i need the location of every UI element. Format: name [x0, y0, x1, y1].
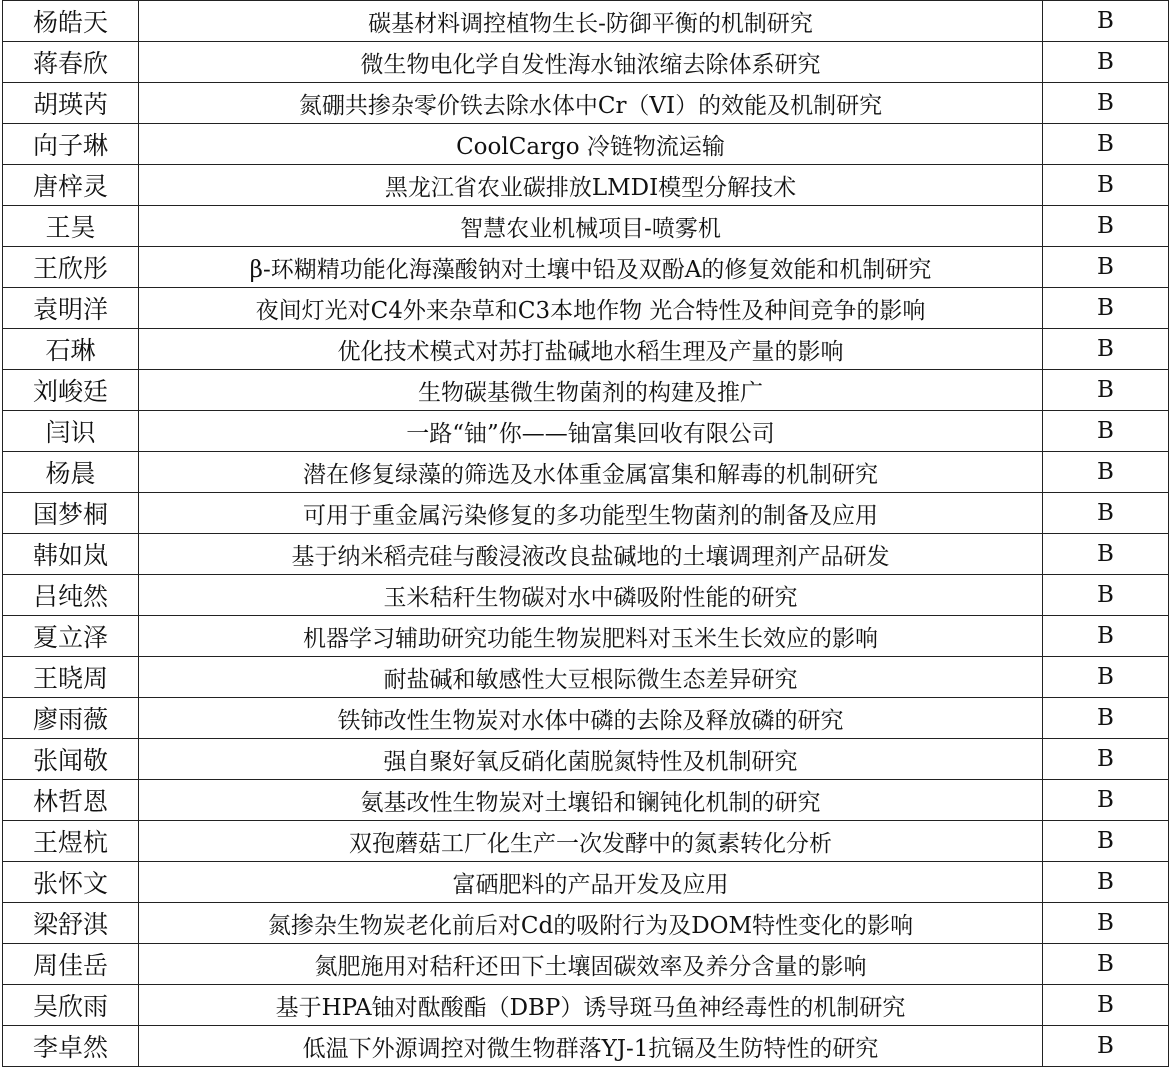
project-title: 基于HPA铀对酞酸酯（DBP）诱导斑马鱼神经毒性的机制研究 [139, 985, 1043, 1026]
project-title: 可用于重金属污染修复的多功能型生物菌剂的制备及应用 [139, 493, 1043, 534]
student-name: 周佳岳 [3, 944, 139, 985]
student-name: 国梦桐 [3, 493, 139, 534]
student-name: 石琳 [3, 329, 139, 370]
table-row [3, 411, 1169, 452]
student-name: 李卓然 [3, 1026, 139, 1067]
project-title: 生物碳基微生物菌剂的构建及推广 [139, 370, 1043, 411]
table-row [3, 739, 1169, 780]
student-name: 王晓周 [3, 657, 139, 698]
student-name: 吴欣雨 [3, 985, 139, 1026]
project-title: 氮肥施用对秸秆还田下土壤固碳效率及养分含量的影响 [139, 944, 1043, 985]
student-name: 杨皓天 [3, 1, 139, 42]
grade-cell: B [1043, 1, 1169, 42]
project-title: 机器学习辅助研究功能生物炭肥料对玉米生长效应的影响 [139, 616, 1043, 657]
table-row [3, 534, 1169, 575]
project-title: 优化技术模式对苏打盐碱地水稻生理及产量的影响 [139, 329, 1043, 370]
project-title: 夜间灯光对C4外来杂草和C3本地作物 光合特性及种间竞争的影响 [139, 288, 1043, 329]
grade-cell: B [1043, 903, 1169, 944]
table-row [3, 780, 1169, 821]
grade-cell: B [1043, 698, 1169, 739]
grade-cell: B [1043, 206, 1169, 247]
student-name: 袁明洋 [3, 288, 139, 329]
student-name: 胡瑛芮 [3, 83, 139, 124]
grade-cell: B [1043, 124, 1169, 165]
project-title: 一路“铀”你——铀富集回收有限公司 [139, 411, 1043, 452]
table-row [3, 206, 1169, 247]
student-name: 王煜杭 [3, 821, 139, 862]
project-title: 氨基改性生物炭对土壤铅和镧钝化机制的研究 [139, 780, 1043, 821]
project-title: 强自聚好氧反硝化菌脱氮特性及机制研究 [139, 739, 1043, 780]
grade-cell: B [1043, 493, 1169, 534]
table-row [3, 247, 1169, 288]
table-row [3, 862, 1169, 903]
project-title: 富硒肥料的产品开发及应用 [139, 862, 1043, 903]
grade-cell: B [1043, 780, 1169, 821]
grade-cell: B [1043, 247, 1169, 288]
project-title: 玉米秸秆生物碳对水中磷吸附性能的研究 [139, 575, 1043, 616]
project-title: 氮硼共掺杂零价铁去除水体中Cr（VI）的效能及机制研究 [139, 83, 1043, 124]
grade-cell: B [1043, 370, 1169, 411]
grade-cell: B [1043, 739, 1169, 780]
grade-cell: B [1043, 985, 1169, 1026]
grade-cell: B [1043, 575, 1169, 616]
grade-cell: B [1043, 288, 1169, 329]
student-name: 廖雨薇 [3, 698, 139, 739]
table-row [3, 124, 1169, 165]
student-name: 韩如岚 [3, 534, 139, 575]
project-title: β-环糊精功能化海藻酸钠对土壤中铅及双酚A的修复效能和机制研究 [139, 247, 1043, 288]
student-name: 蒋春欣 [3, 42, 139, 83]
table-row [3, 42, 1169, 83]
project-title: 双孢蘑菇工厂化生产一次发酵中的氮素转化分析 [139, 821, 1043, 862]
project-title: 潜在修复绿藻的筛选及水体重金属富集和解毒的机制研究 [139, 452, 1043, 493]
project-title: 低温下外源调控对微生物群落YJ-1抗镉及生防特性的研究 [139, 1026, 1043, 1067]
table-row [3, 821, 1169, 862]
grade-cell: B [1043, 452, 1169, 493]
project-title: 氮掺杂生物炭老化前后对Cd的吸附行为及DOM特性变化的影响 [139, 903, 1043, 944]
table-row [3, 329, 1169, 370]
student-name: 张怀文 [3, 862, 139, 903]
grade-cell: B [1043, 411, 1169, 452]
project-title: 智慧农业机械项目-喷雾机 [139, 206, 1043, 247]
table-row [3, 944, 1169, 985]
project-title: 黑龙江省农业碳排放LMDI模型分解技术 [139, 165, 1043, 206]
student-name: 吕纯然 [3, 575, 139, 616]
grade-cell: B [1043, 329, 1169, 370]
table-row [3, 903, 1169, 944]
table-row [3, 288, 1169, 329]
table-row [3, 616, 1169, 657]
project-table-body [3, 1, 1169, 1067]
student-name: 王欣彤 [3, 247, 139, 288]
table-row [3, 165, 1169, 206]
grade-cell: B [1043, 534, 1169, 575]
grade-cell: B [1043, 1026, 1169, 1067]
table-row [3, 698, 1169, 739]
student-name: 刘峻廷 [3, 370, 139, 411]
project-title: 基于纳米稻壳硅与酸浸液改良盐碱地的土壤调理剂产品研发 [139, 534, 1043, 575]
table-row [3, 493, 1169, 534]
student-name: 林哲恩 [3, 780, 139, 821]
student-name: 张闻敬 [3, 739, 139, 780]
project-title: 碳基材料调控植物生长-防御平衡的机制研究 [139, 1, 1043, 42]
student-name: 梁舒淇 [3, 903, 139, 944]
student-name: 王昊 [3, 206, 139, 247]
grade-cell: B [1043, 165, 1169, 206]
grade-cell: B [1043, 821, 1169, 862]
grade-cell: B [1043, 862, 1169, 903]
student-name: 杨晨 [3, 452, 139, 493]
student-name: 闫识 [3, 411, 139, 452]
project-title: 铁铈改性生物炭对水体中磷的去除及释放磷的研究 [139, 698, 1043, 739]
table-row [3, 575, 1169, 616]
project-title: 耐盐碱和敏感性大豆根际微生态差异研究 [139, 657, 1043, 698]
grade-cell: B [1043, 657, 1169, 698]
table-row [3, 370, 1169, 411]
grade-cell: B [1043, 42, 1169, 83]
table-row [3, 1026, 1169, 1067]
table-row [3, 985, 1169, 1026]
project-table [2, 0, 1169, 1067]
table-row [3, 1, 1169, 42]
student-name: 夏立泽 [3, 616, 139, 657]
project-title: 微生物电化学自发性海水铀浓缩去除体系研究 [139, 42, 1043, 83]
project-title: CoolCargo 冷链物流运输 [139, 124, 1043, 165]
grade-cell: B [1043, 83, 1169, 124]
table-row [3, 452, 1169, 493]
student-name: 唐梓灵 [3, 165, 139, 206]
table-row [3, 83, 1169, 124]
table-row [3, 657, 1169, 698]
grade-cell: B [1043, 944, 1169, 985]
grade-cell: B [1043, 616, 1169, 657]
student-name: 向子琳 [3, 124, 139, 165]
